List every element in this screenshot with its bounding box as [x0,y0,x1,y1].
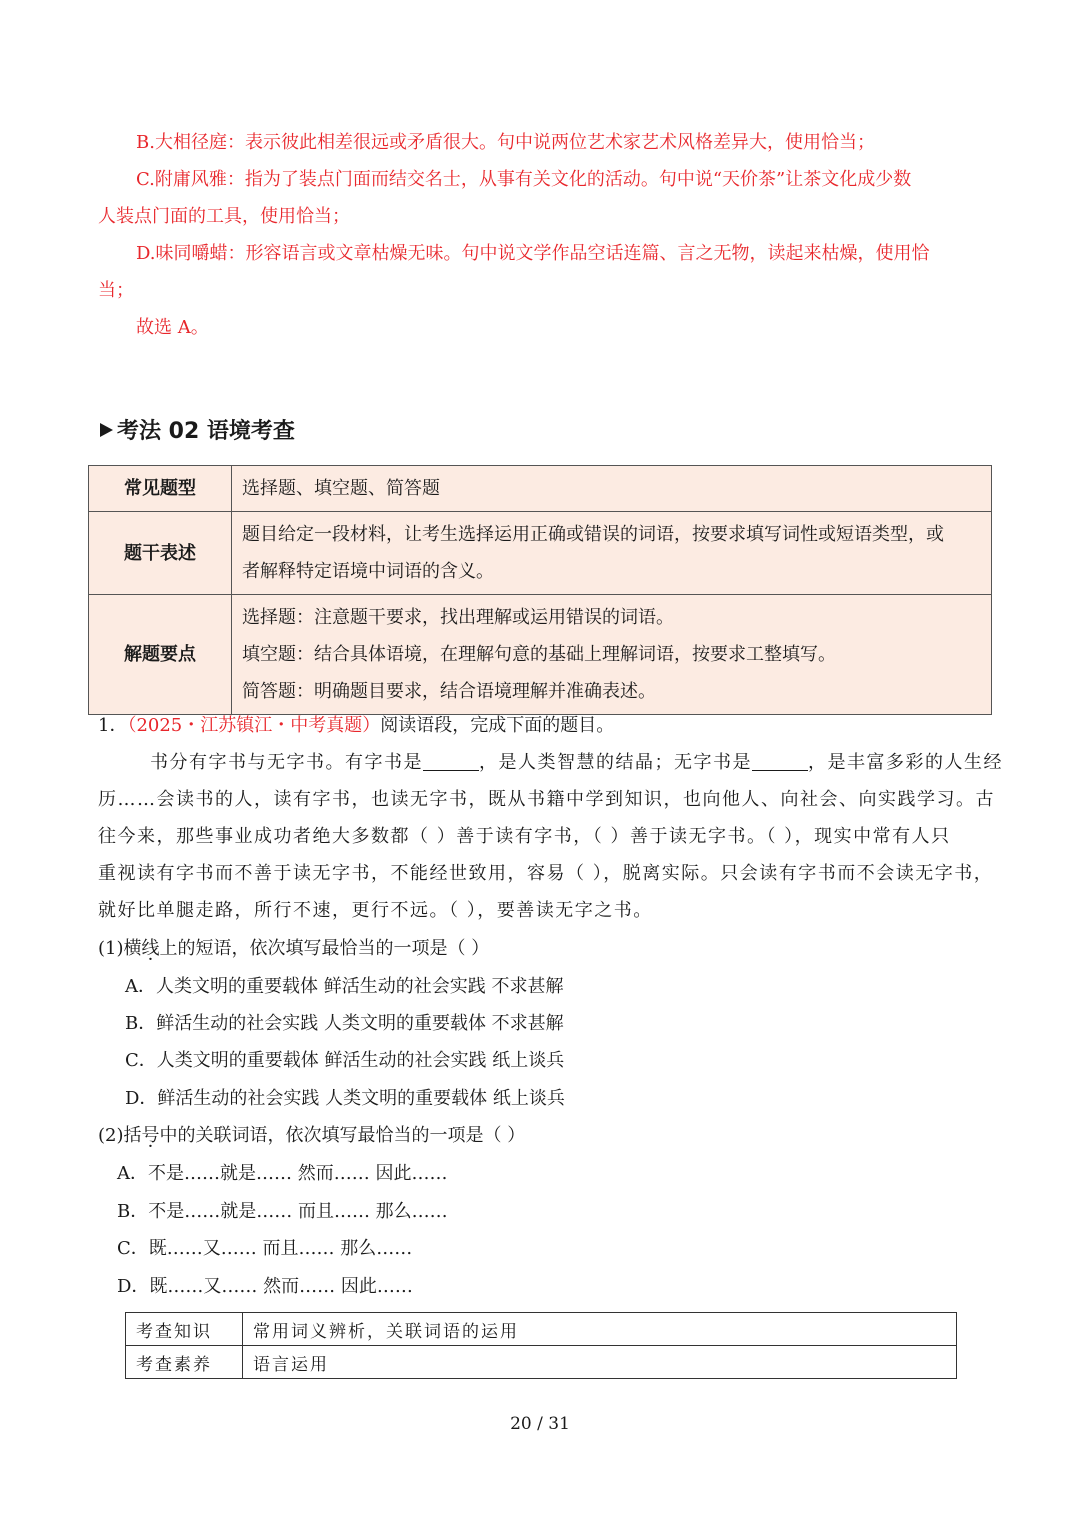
table-row [89,595,992,715]
row-value: 语言运用 [243,1346,957,1379]
passage-line-5: 就好比单腿走路，所行不速，更行不远。（ ），要善读无字之书。 [98,900,653,921]
table-row [126,1313,957,1346]
option-a: A．不是……就是…… 然而…… 因此…… [117,1163,448,1184]
row-line: 选择题：注意题干要求，找出理解或运用错误的词语。 [242,607,674,628]
option-d: D．既……又…… 然而…… 因此…… [117,1276,413,1297]
method-table [88,465,992,715]
section-heading [100,414,295,445]
row-key: 考查素养 [126,1346,243,1379]
question-prompt: 阅读语段，完成下面的题目。 [380,715,615,736]
emphasis-text: 横线上 [123,938,178,959]
option-d: D．鲜活生动的社会实践 人类文明的重要载体 纸上谈兵 [125,1088,565,1109]
answer-option-b: B.大相径庭：表示彼此相差很远或矛盾很大。句中说两位艺术家艺术风格差异大，使用恰当； [136,132,875,153]
option-c: C．人类文明的重要载体 鲜活生动的社会实践 纸上谈兵 [125,1050,565,1071]
sub-question-2 [98,1123,525,1149]
answer-option-c-line2: 人装点门面的工具，使用恰当； [98,206,350,227]
row-key: 考查知识 [126,1313,243,1346]
answer-option-c-line1: C.附庸风雅：指为了装点门面而结交名士，从事有关文化的活动。句中说“天价茶”让茶文化成少数 [136,169,912,190]
row-key: 常见题型 [89,466,232,512]
table-row [89,512,992,595]
answer-choice: 故选 A。 [136,317,209,338]
row-value: 常用词义辨析，关联词语的运用 [243,1313,957,1346]
passage-line-2: 历……会读书的人，读有字书，也读无字书，既从书籍中学到知识，也向他人、向社会、向实践学习。古 [98,789,995,810]
sub-prefix: (1) [98,938,124,959]
section-title: 考法 02 语境考查 [117,419,295,444]
option-b: B．不是……就是…… 而且…… 那么…… [117,1201,448,1222]
option-c: C．既……又…… 而且…… 那么…… [117,1238,413,1259]
row-line: 填空题：结合具体语境，在理解句意的基础上理解词语，按要求工整填写。 [242,644,836,665]
row-line: 题目给定一段材料，让考生选择运用正确或错误的词语，按要求填写词性或短语类型，或 [242,524,944,545]
answer-option-d-line1: D.味同嚼蜡：形容语言或文章枯燥无味。句中说文学作品空话连篇、言之无物，读起来枯燥，使用恰 [136,243,930,264]
row-line: 选择题、填空题、简答题 [242,478,440,499]
passage-text: ，是丰富多彩的人生经 [808,752,1003,773]
passage-text: 书分有字书与无字书。有字书是 [150,752,423,773]
sub-question-1 [98,936,489,962]
triangle-bullet-icon [100,423,113,437]
fill-blank [752,752,808,771]
row-line: 者解释特定语境中词语的含义。 [242,561,494,582]
page-number: 20 / 31 [510,1414,570,1434]
row-value [232,466,992,512]
table-row [89,466,992,512]
row-key: 解题要点 [89,595,232,715]
option-b: B．鲜活生动的社会实践 人类文明的重要载体 不求甚解 [125,1013,564,1034]
sub-prefix: (2) [98,1125,124,1146]
question-source: （2025・江苏镇江・中考真题） [127,715,381,736]
passage-line-4: 重视读有字书而不善于读无字书，不能经世致用，容易（ ），脱离实际。只会读有字书而不会读无字书， [98,863,994,884]
sub-text: 的短语，依次填写最恰当的一项是（ ） [177,938,490,959]
row-value [232,512,992,595]
row-line: 简答题：明确题目要求，结合语境理解并准确表述。 [242,681,656,702]
question-header [98,713,614,739]
fill-blank [423,752,479,771]
passage-line-3: 往今来，那些事业成功者绝大多数都（ ）善于读有字书，（ ）善于读无字书。（ ），现实中常有人只 [98,826,951,847]
passage-text: ，是人类智慧的结晶；无字书是 [479,752,752,773]
option-a: A．人类文明的重要载体 鲜活生动的社会实践 不求甚解 [125,976,564,997]
answer-option-d-line2: 当； [98,280,134,301]
info-table [125,1312,957,1379]
table-row [126,1346,957,1379]
emphasis-text: 括号中 [123,1125,178,1146]
row-value [232,595,992,715]
question-number: 1． [98,715,128,736]
sub-text: 的关联词语，依次填写最恰当的一项是（ ） [177,1125,526,1146]
passage-line-1 [150,750,1003,776]
row-key: 题干表述 [89,512,232,595]
